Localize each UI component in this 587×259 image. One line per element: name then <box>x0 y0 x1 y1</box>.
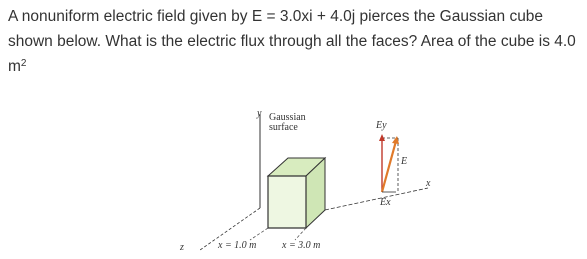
ey-arrowhead <box>379 134 385 141</box>
y-axis-label: y <box>257 108 262 119</box>
z-axis-label: z <box>180 242 184 253</box>
x-axis-label: x <box>426 178 431 189</box>
x1-label: x = 1.0 m <box>218 240 257 251</box>
cube-front-face <box>268 176 306 228</box>
field-arrowhead <box>392 136 399 144</box>
question-exponent: 2 <box>20 58 27 69</box>
question-text <box>8 4 583 79</box>
field-vector <box>382 141 396 192</box>
x2-label: x = 3.0 m <box>282 240 321 251</box>
gaussian-cube-figure <box>170 108 440 258</box>
x1-marker-line <box>250 228 268 240</box>
question-body: A nonuniform electric field given by E = 3.0xi + 4.0j pierces the Gaussian cube shown below. What is the electric flux through all the faces? Area of the cube is 4.0 m <box>8 8 576 75</box>
x-axis <box>325 188 428 210</box>
surface-label-line1: Gaussian <box>269 112 306 123</box>
e-label: E <box>401 156 408 167</box>
x2-marker-line <box>295 228 306 240</box>
surface-label-line2: surface <box>269 122 298 133</box>
ey-label: Ey <box>376 120 387 131</box>
ex-label: Ex <box>380 197 391 208</box>
